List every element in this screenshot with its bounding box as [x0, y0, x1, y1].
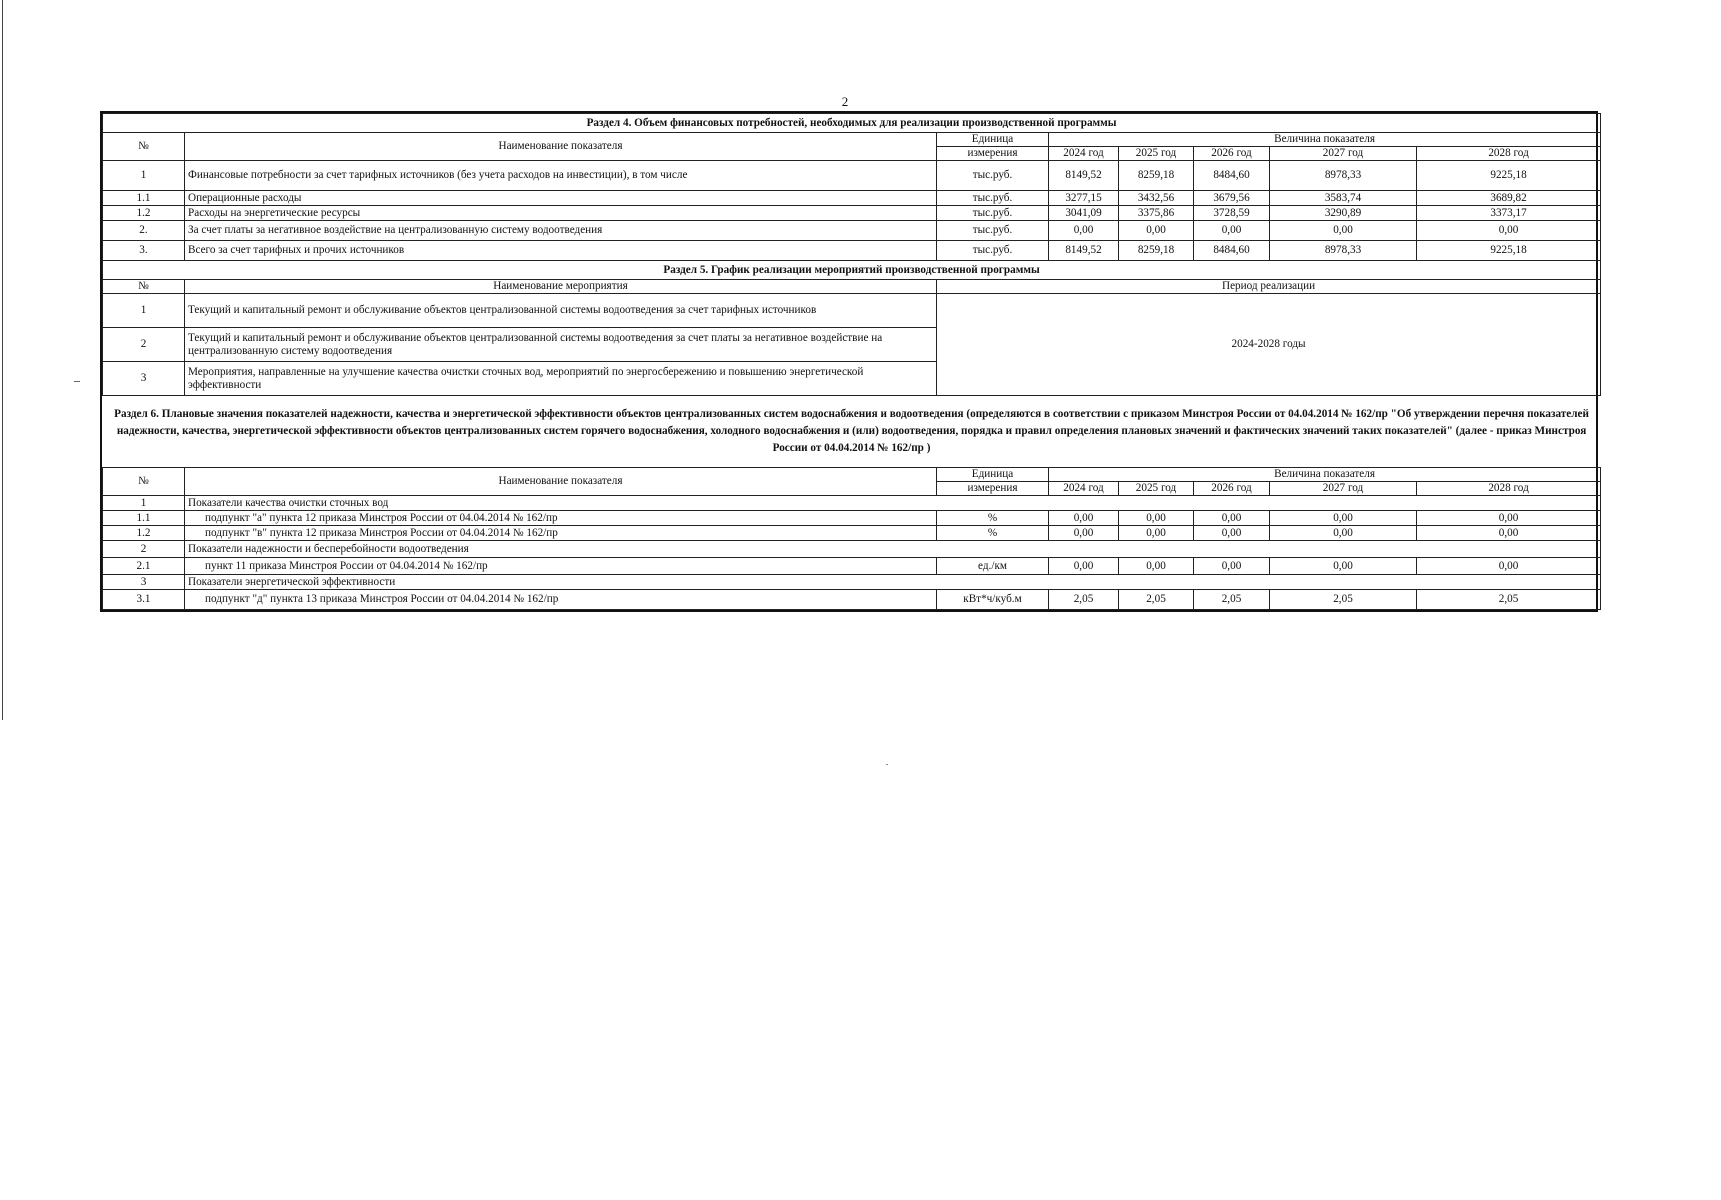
- row-value: 0,00: [1270, 511, 1417, 526]
- row-value: 8259,18: [1119, 241, 1194, 261]
- row-name: подпункт "а" пункта 12 приказа Минстроя России от 04.04.2014 № 162/пр: [185, 511, 937, 526]
- row-num: 2.: [103, 221, 185, 241]
- row-value: 0,00: [1194, 526, 1270, 541]
- event-num: 3: [103, 362, 185, 396]
- table-row: [103, 241, 1601, 261]
- section5-title-row: [103, 261, 1601, 280]
- event-num: 1: [103, 294, 185, 328]
- row-num: 3: [103, 575, 185, 590]
- row-num: 1.1: [103, 191, 185, 206]
- row-unit: тыс.руб.: [937, 161, 1049, 191]
- row-num: 2: [103, 541, 185, 558]
- section5-header-row: [103, 280, 1601, 294]
- row-value: 0,00: [1417, 511, 1601, 526]
- event-name: Текущий и капитальный ремонт и обслуживание объектов централизованной системы водоотведения за счет платы за негативное воздействие на централизованную систему водоотведения: [185, 328, 937, 362]
- row-value: 0,00: [1270, 221, 1417, 241]
- row-unit: %: [937, 526, 1049, 541]
- row-value: 8978,33: [1270, 161, 1417, 191]
- row-value: 3041,09: [1049, 206, 1119, 221]
- scan-mark: [74, 381, 80, 382]
- row-value: 2,05: [1119, 590, 1194, 610]
- s6-header-unit-1: Единица: [937, 468, 1049, 482]
- section5-title: Раздел 5. График реализации мероприятий производственной программы: [103, 261, 1601, 280]
- s5-header-num: №: [103, 280, 185, 294]
- row-unit: тыс.руб.: [937, 206, 1049, 221]
- row-unit: ед./км: [937, 558, 1049, 575]
- row-value: 2,05: [1417, 590, 1601, 610]
- row-value: 8484,60: [1194, 161, 1270, 191]
- s6-header-name: Наименование показателя: [185, 468, 937, 496]
- row-num: 1: [103, 161, 185, 191]
- row-value: 3728,59: [1194, 206, 1270, 221]
- s4-header-year: 2024 год: [1049, 147, 1119, 161]
- s4-header-year: 2026 год: [1194, 147, 1270, 161]
- s4-header-year: 2028 год: [1417, 147, 1601, 161]
- s4-header-year: 2025 год: [1119, 147, 1194, 161]
- row-value: 0,00: [1194, 221, 1270, 241]
- row-value: 8978,33: [1270, 241, 1417, 261]
- table-row: [103, 526, 1601, 541]
- row-name: подпункт "в" пункта 12 приказа Минстроя России от 04.04.2014 № 162/пр: [185, 526, 937, 541]
- row-value: 0,00: [1417, 558, 1601, 575]
- section6-title-row: [103, 396, 1601, 468]
- row-value: 0,00: [1049, 558, 1119, 575]
- s6-header-year: 2025 год: [1119, 482, 1194, 496]
- row-unit: тыс.руб.: [937, 191, 1049, 206]
- s6-header-year: 2026 год: [1194, 482, 1270, 496]
- row-value: 8484,60: [1194, 241, 1270, 261]
- row-num: 2.1: [103, 558, 185, 575]
- s4-header-num: №: [103, 133, 185, 161]
- row-num: 3.: [103, 241, 185, 261]
- row-value: 0,00: [1194, 511, 1270, 526]
- row-name: Расходы на энергетические ресурсы: [185, 206, 937, 221]
- scan-speck: [886, 764, 888, 765]
- row-name: подпункт "д" пункта 13 приказа Минстроя России от 04.04.2014 № 162/пр: [185, 590, 937, 610]
- row-name: За счет платы за негативное воздействие на централизованную систему водоотведения: [185, 221, 937, 241]
- group-name: Показатели энергетической эффективности: [185, 575, 1601, 590]
- s5-header-name: Наименование мероприятия: [185, 280, 937, 294]
- row-value: 8149,52: [1049, 241, 1119, 261]
- group-row: [103, 575, 1601, 590]
- section4-header-row-1: [103, 133, 1601, 147]
- row-value: 3277,15: [1049, 191, 1119, 206]
- row-name: Финансовые потребности за счет тарифных источников (без учета расходов на инвестиции), в том числе: [185, 161, 937, 191]
- table-row: [103, 161, 1601, 191]
- section4-title: Раздел 4. Объем финансовых потребностей, необходимых для реализации производственной программы: [103, 114, 1601, 133]
- row-value: 0,00: [1049, 511, 1119, 526]
- row-unit: %: [937, 511, 1049, 526]
- s4-header-unit-1: Единица: [937, 133, 1049, 147]
- s6-header-year: 2028 год: [1417, 482, 1601, 496]
- row-value: 0,00: [1119, 526, 1194, 541]
- row-name: Всего за счет тарифных и прочих источников: [185, 241, 937, 261]
- row-value: 8149,52: [1049, 161, 1119, 191]
- row-value: 0,00: [1119, 511, 1194, 526]
- s4-header-name: Наименование показателя: [185, 133, 937, 161]
- program-table: [102, 113, 1601, 610]
- row-value: 3689,82: [1417, 191, 1601, 206]
- row-num: 1.1: [103, 511, 185, 526]
- group-name: Показатели качества очистки сточных вод: [185, 496, 1601, 511]
- row-value: 3290,89: [1270, 206, 1417, 221]
- s4-header-unit-2: измерения: [937, 147, 1049, 161]
- row-num: 1: [103, 496, 185, 511]
- row-value: 0,00: [1119, 558, 1194, 575]
- row-value: 2,05: [1270, 590, 1417, 610]
- row-unit: тыс.руб.: [937, 221, 1049, 241]
- section6-header-row-1: [103, 468, 1601, 482]
- group-name: Показатели надежности и бесперебойности водоотведения: [185, 541, 1601, 558]
- row-value: 9225,18: [1417, 241, 1601, 261]
- row-value: 9225,18: [1417, 161, 1601, 191]
- row-value: 3375,86: [1119, 206, 1194, 221]
- document-table-frame: [100, 111, 1598, 612]
- row-value: 3583,74: [1270, 191, 1417, 206]
- s6-header-year: 2024 год: [1049, 482, 1119, 496]
- event-row: [103, 294, 1601, 328]
- row-value: 0,00: [1270, 526, 1417, 541]
- row-value: 2,05: [1194, 590, 1270, 610]
- row-value: 3432,56: [1119, 191, 1194, 206]
- section4-title-row: [103, 114, 1601, 133]
- row-num: 1.2: [103, 526, 185, 541]
- group-row: [103, 496, 1601, 511]
- table-row: [103, 511, 1601, 526]
- s6-header-value-group: Величина показателя: [1049, 468, 1601, 482]
- s5-header-period: Период реализации: [937, 280, 1601, 294]
- row-value: 0,00: [1049, 526, 1119, 541]
- row-value: 0,00: [1417, 221, 1601, 241]
- s6-header-unit-2: измерения: [937, 482, 1049, 496]
- table-row: [103, 590, 1601, 610]
- row-value: 0,00: [1049, 221, 1119, 241]
- section6-title: Раздел 6. Плановые значения показателей надежности, качества и энергетической эффективности объектов централизованных систем водоснабжения и водоотведения (определяются в соответствии с приказом Минстроя России от 04.04.2014 № 162/пр "Об утверждении перечня показателей надежности, качества, энергетической эффективности объектов централизованных систем горячего водоснабжения, холодного водоснабжения и (или) водоотведения, порядка и правил определения плановых значений и фактических значений таких показателей" (далее - приказ Минстроя России от 04.04.2014 № 162/пр ): [103, 396, 1601, 468]
- row-value: 0,00: [1119, 221, 1194, 241]
- s6-header-year: 2027 год: [1270, 482, 1417, 496]
- row-unit: кВт*ч/куб.м: [937, 590, 1049, 610]
- group-row: [103, 541, 1601, 558]
- row-value: 0,00: [1194, 558, 1270, 575]
- row-value: 0,00: [1270, 558, 1417, 575]
- event-name: Текущий и капитальный ремонт и обслуживание объектов централизованной системы водоотведения за счет тарифных источников: [185, 294, 937, 328]
- page-number: 2: [841, 94, 849, 109]
- table-row: [103, 558, 1601, 575]
- event-num: 2: [103, 328, 185, 362]
- table-row: [103, 206, 1601, 221]
- row-value: 0,00: [1417, 526, 1601, 541]
- row-value: 3373,17: [1417, 206, 1601, 221]
- table-row: [103, 221, 1601, 241]
- event-name: Мероприятия, направленные на улучшение качества очистки сточных вод, мероприятий по энергосбережению и повышению энергетической эффективности: [185, 362, 937, 396]
- table-row: [103, 191, 1601, 206]
- row-num: 1.2: [103, 206, 185, 221]
- row-num: 3.1: [103, 590, 185, 610]
- row-name: Операционные расходы: [185, 191, 937, 206]
- s6-header-num: №: [103, 468, 185, 496]
- row-unit: тыс.руб.: [937, 241, 1049, 261]
- s4-header-year: 2027 год: [1270, 147, 1417, 161]
- row-value: 8259,18: [1119, 161, 1194, 191]
- row-value: 2,05: [1049, 590, 1119, 610]
- period-value: 2024-2028 годы: [937, 294, 1601, 396]
- row-value: 3679,56: [1194, 191, 1270, 206]
- s4-header-value-group: Величина показателя: [1049, 133, 1601, 147]
- row-name: пункт 11 приказа Минстроя России от 04.04.2014 № 162/пр: [185, 558, 937, 575]
